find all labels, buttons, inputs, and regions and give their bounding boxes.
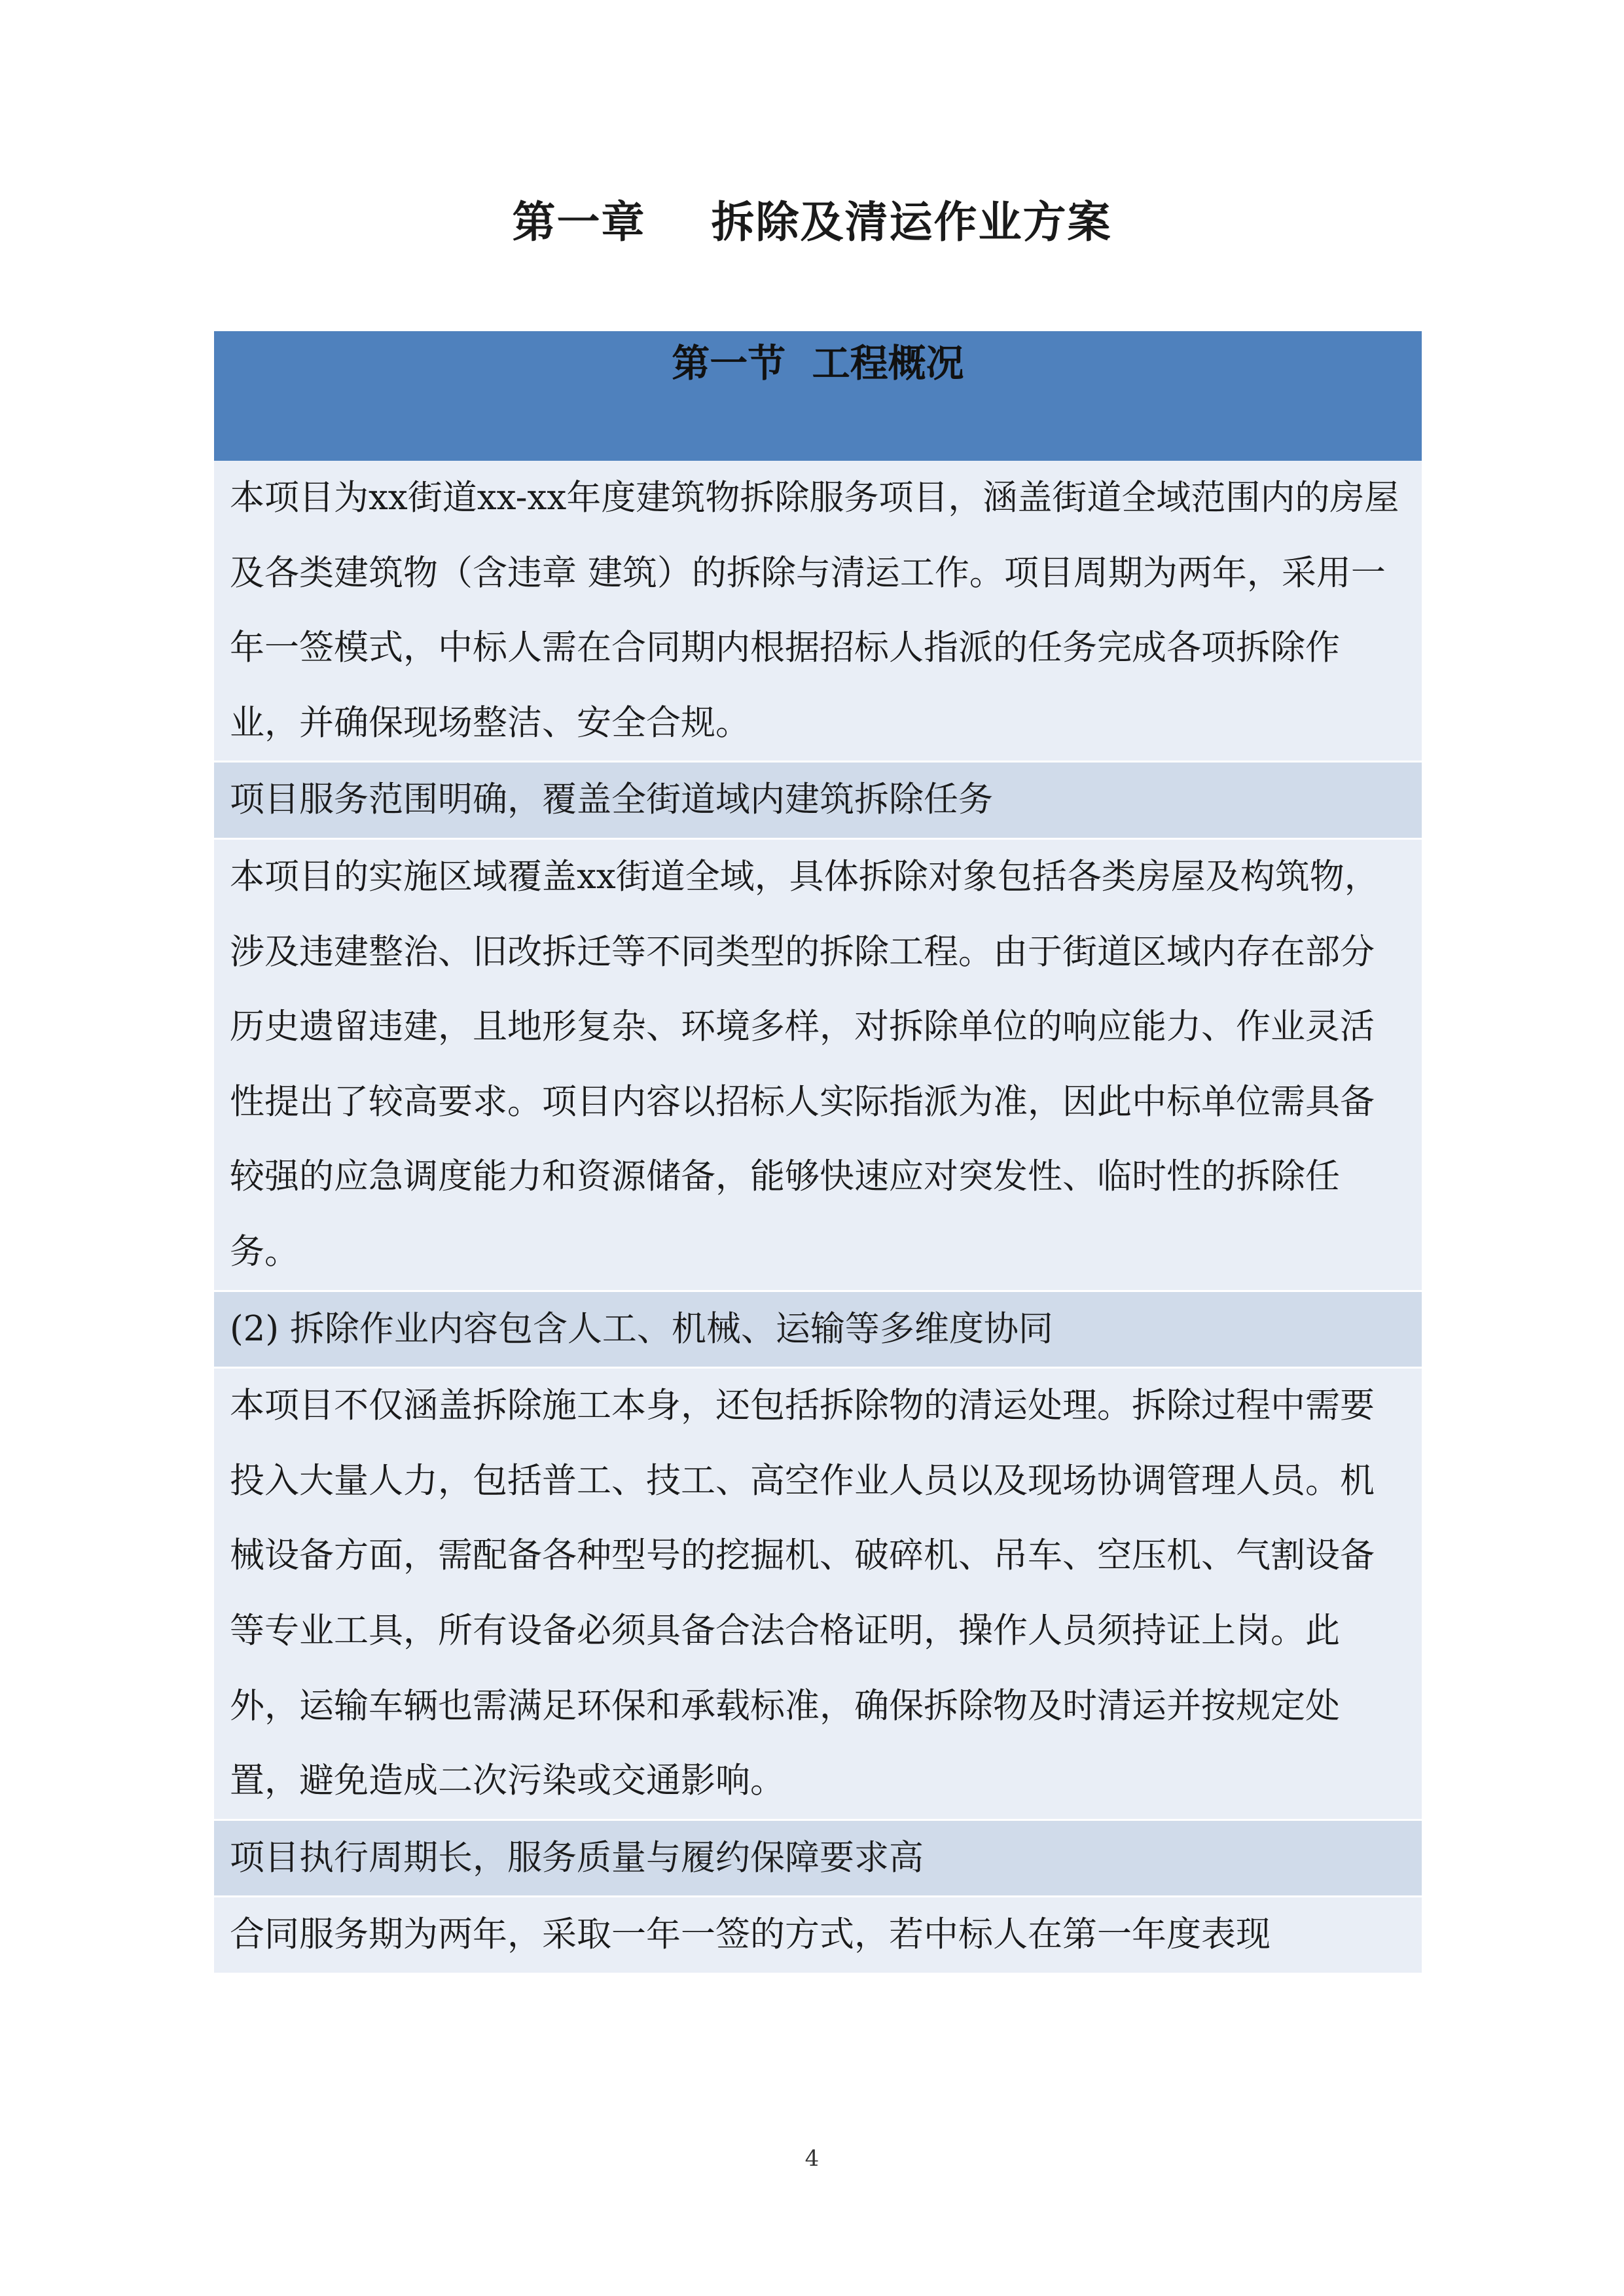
- paragraph-text: 本项目的实施区域覆盖xx街道全域，具体拆除对象包括各类房屋及构筑物，涉及违建整治、旧改拆迁等不同类型的拆除工程。由于街道区域内存在部分历史遗留违建，且地形复杂、环境多样，对拆除单位的响应能力、作业灵活性提出了较高要求。项目内容以招标人实际指派为准，因此中标单位需具备较强的应急调度能力和资源储备，能够快速应对突发性、临时性的拆除任务。: [230, 856, 1379, 1272]
- table-row: [214, 840, 1422, 1292]
- subheading-text: (2) 拆除作业内容包含人工、机械、运输等多维度协同: [230, 1308, 1053, 1349]
- content-table: [214, 331, 1422, 1975]
- page-number: 4: [804, 2145, 820, 2172]
- table-row: [214, 762, 1422, 840]
- paragraph-text: 本项目不仅涵盖拆除施工本身，还包括拆除物的清运处理。拆除过程中需要投入大量人力，包括普工、技工、高空作业人员以及现场协调管理人员。机械设备方面，需配备各种型号的挖掘机、破碎机、吊车、空压机、气割设备等专业工具，所有设备必须具备合法合格证明，操作人员须持证上岗。此外，运输车辆也需满足环保和承载标准，确保拆除物及时清运并按规定处置，避免造成二次污染或交通影响。: [230, 1386, 1375, 1801]
- paragraph-text: 合同服务期为两年，采取一年一签的方式，若中标人在第一年度表现: [230, 1914, 1271, 1955]
- table-row: [214, 1821, 1422, 1898]
- subheading-text: 项目服务范围明确，覆盖全街道域内建筑拆除任务: [230, 780, 993, 820]
- section-title: 第一节 工程概况: [672, 341, 964, 386]
- paragraph-text: 本项目为xx街道xx-xx年度建筑物拆除服务项目，涵盖街道全域范围内的房屋及各类建筑物（含违章 建筑）的拆除与清运工作。项目周期为两年，采用一年一签模式，中标人需在合同期内根据招标人指派的任务完成各项拆除作业，并确保现场整洁、安全合规。: [230, 478, 1399, 743]
- section-header: [214, 331, 1422, 461]
- table-row: [214, 1369, 1422, 1821]
- table-row: [214, 1897, 1422, 1975]
- chapter-title: 第一章 拆除及清运作业方案: [512, 197, 1112, 247]
- table-row: [214, 1292, 1422, 1369]
- table-row: [214, 461, 1422, 762]
- subheading-text: 项目执行周期长，服务质量与履约保障要求高: [230, 1837, 924, 1878]
